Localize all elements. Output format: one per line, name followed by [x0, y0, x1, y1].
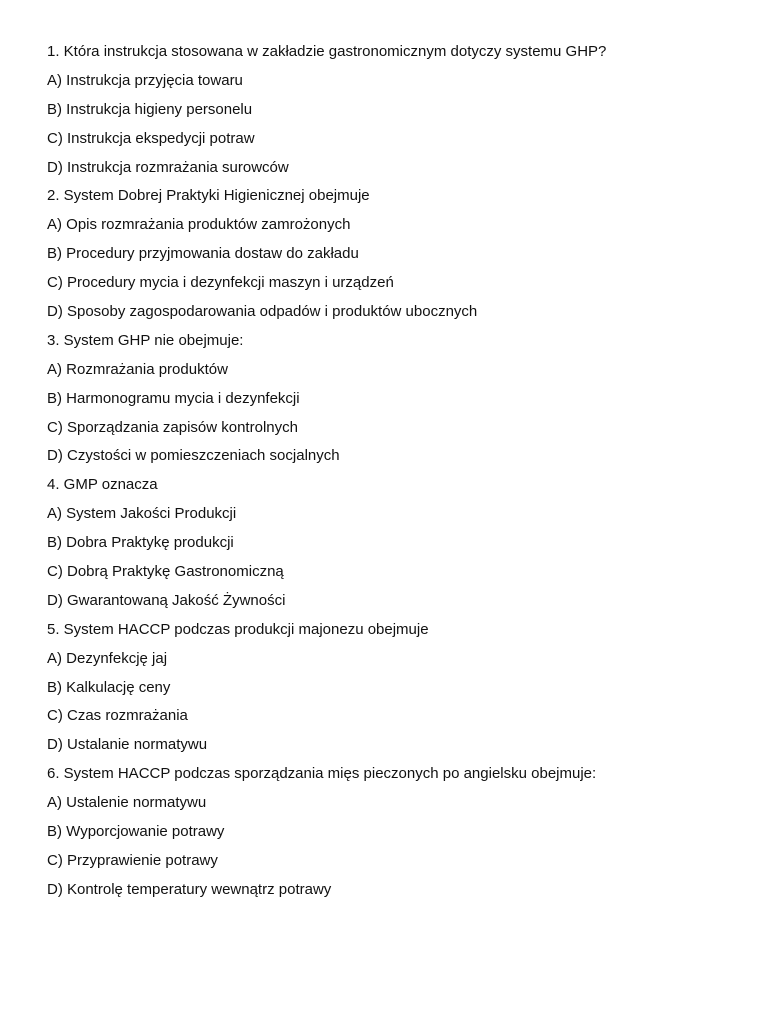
question-4-option-a: A) System Jakości Produkcji: [47, 505, 237, 523]
question-5-option-d: D) Ustalanie normatywu: [47, 736, 208, 754]
question-2-option-b: B) Procedury przyjmowania dostaw do zakładu: [47, 245, 359, 263]
question-2-option-d: D) Sposoby zagospodarowania odpadów i produktów ubocznych: [47, 303, 478, 321]
question-6-option-b: B) Wyporcjowanie potrawy: [47, 823, 225, 841]
question-5: 5. System HACCP podczas produkcji majonezu obejmuje: [47, 620, 429, 638]
question-3: 3. System GHP nie obejmuje:: [47, 331, 244, 349]
question-1-option-c: C) Instrukcja ekspedycji potraw: [47, 129, 255, 147]
question-5-option-c: C) Czas rozmrażania: [47, 707, 188, 725]
question-5-option-b: B) Kalkulację ceny: [47, 678, 171, 696]
question-6: 6. System HACCP podczas sporządzania mięs pieczonych po angielsku obejmuje:: [47, 765, 597, 783]
question-3-option-a: A) Rozmrażania produktów: [47, 360, 228, 378]
question-2-option-c: C) Procedury mycia i dezynfekcji maszyn i urządzeń: [47, 274, 394, 292]
question-4: 4. GMP oznacza: [47, 476, 158, 494]
question-5-option-a: A) Dezynfekcję jaj: [47, 649, 168, 667]
question-1: 1. Która instrukcja stosowana w zakładzie gastronomicznym dotyczy systemu GHP?: [47, 43, 607, 60]
question-2-option-a: A) Opis rozmrażania produktów zamrożonych: [47, 216, 351, 234]
question-3-option-d: D) Czystości w pomieszczeniach socjalnych: [47, 447, 340, 465]
question-4-option-d: D) Gwarantowaną Jakość Żywności: [47, 591, 286, 609]
question-1-option-a: A) Instrukcja przyjęcia towaru: [47, 71, 243, 89]
question-1-option-b: B) Instrukcja higieny personelu: [47, 100, 253, 118]
question-4-option-b: B) Dobra Praktykę produkcji: [47, 534, 234, 552]
question-6-option-d: D) Kontrolę temperatury wewnątrz potrawy: [47, 880, 332, 898]
question-6-option-a: A) Ustalenie normatywu: [47, 794, 207, 812]
question-2: 2. System Dobrej Praktyki Higienicznej obejmuje: [47, 187, 370, 205]
question-4-option-c: C) Dobrą Praktykę Gastronomiczną: [47, 563, 284, 581]
document-body: [47, 42, 747, 909]
question-1-option-d: D) Instrukcja rozmrażania surowców: [47, 158, 289, 176]
question-3-option-c: C) Sporządzania zapisów kontrolnych: [47, 418, 298, 436]
question-3-option-b: B) Harmonogramu mycia i dezynfekcji: [47, 389, 300, 407]
question-6-option-c: C) Przyprawienie potrawy: [47, 851, 218, 869]
